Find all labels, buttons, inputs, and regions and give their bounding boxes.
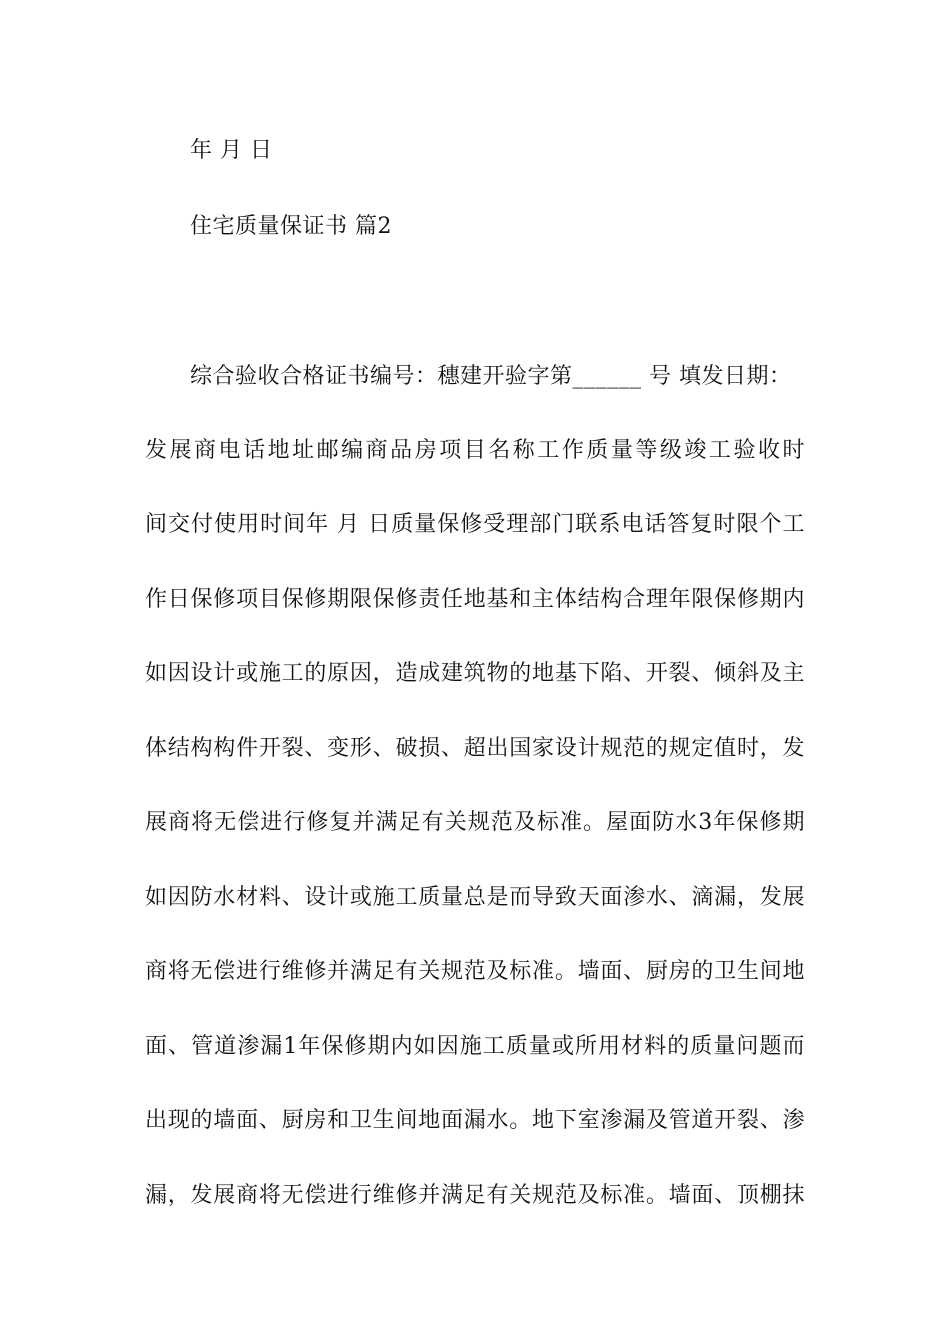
- body-line: 面、管道渗漏1年保修期内如因施工质量或所用材料的质量问题而: [145, 1034, 805, 1059]
- date-line: 年 月 日: [190, 138, 273, 163]
- certificate-line: 综合验收合格证书编号：穗建开验字第______ 号 填发日期：: [190, 364, 792, 389]
- body-line: 展商将无偿进行修复并满足有关规范及标准。屋面防水3年保修期: [145, 810, 805, 835]
- section-heading: 住宅质量保证书 篇2: [190, 214, 392, 239]
- body-line: 如因防水材料、设计或施工质量总是而导致天面渗水、滴漏，发展: [145, 885, 805, 910]
- body-line: 发展商电话地址邮编商品房项目名称工作质量等级竣工验收时: [145, 438, 805, 463]
- body-line: 商将无偿进行维修并满足有关规范及标准。墙面、厨房的卫生间地: [145, 959, 805, 984]
- body-line: 漏，发展商将无偿进行维修并满足有关规范及标准。墙面、顶棚抹: [145, 1183, 805, 1208]
- body-line: 出现的墙面、厨房和卫生间地面漏水。地下室渗漏及管道开裂、渗: [145, 1108, 805, 1133]
- body-line: 如因设计或施工的原因，造成建筑物的地基下陷、开裂、倾斜及主: [145, 661, 805, 686]
- body-line: 作日保修项目保修期限保修责任地基和主体结构合理年限保修期内: [145, 587, 805, 612]
- body-line: 间交付使用时间年 月 日质量保修受理部门联系电话答复时限个工: [145, 512, 805, 537]
- body-line: 体结构构件开裂、变形、破损、超出国家设计规范的规定值时，发: [145, 736, 805, 761]
